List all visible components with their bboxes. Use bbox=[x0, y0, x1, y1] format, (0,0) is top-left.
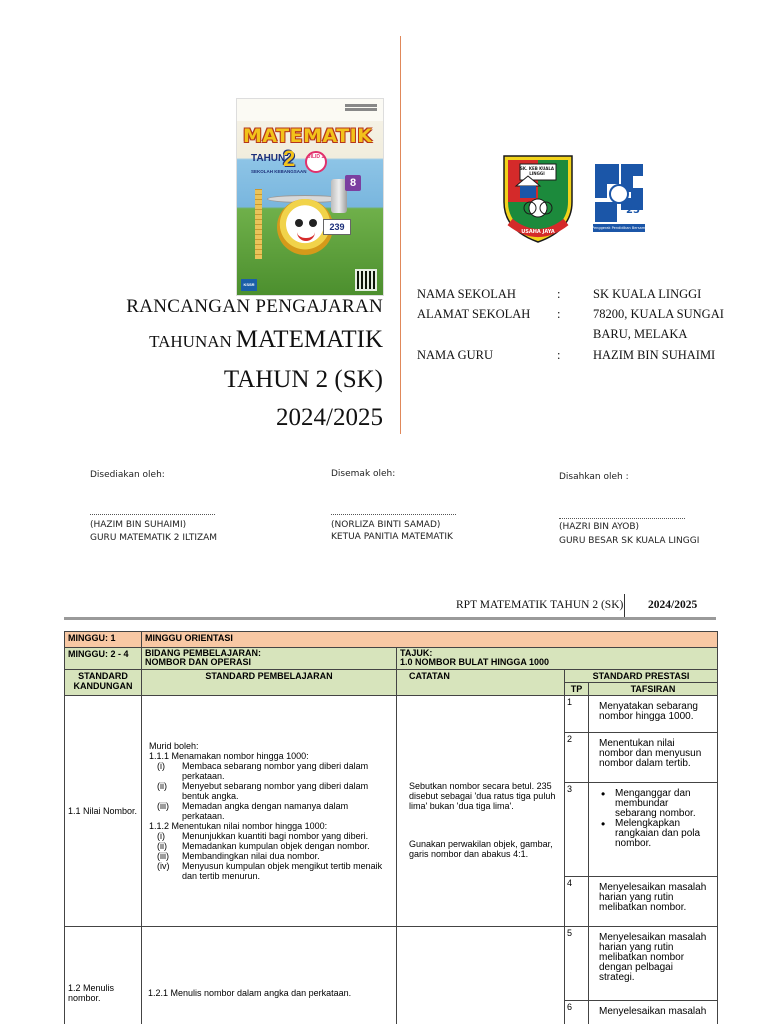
sp-intro: Murid boleh: bbox=[149, 740, 199, 751]
cell-sp-1-1 bbox=[142, 696, 397, 927]
page-header-separator bbox=[624, 594, 625, 618]
info-colon: : bbox=[557, 287, 561, 301]
cell-sk-1-1: 1.1 Nilai Nombor. bbox=[65, 696, 142, 927]
info-colon: : bbox=[557, 307, 561, 321]
kssr-badge: KSSR bbox=[241, 279, 257, 291]
list-item: (i) Menunjukkan kuantiti bagi nombor yang diberi. bbox=[157, 830, 369, 841]
tp-number: 2 bbox=[565, 733, 589, 783]
vertical-divider bbox=[400, 36, 401, 434]
header-tp: TP bbox=[565, 683, 589, 696]
table-row-orientation bbox=[65, 632, 718, 648]
textbook-cover-image bbox=[236, 98, 384, 296]
info-value-address: 78200, KUALA SUNGAI bbox=[593, 307, 724, 321]
signature-line bbox=[559, 518, 685, 519]
sig-checked-name: (NORLIZA BINTI SAMAD) bbox=[331, 520, 441, 530]
sig-checked-heading: Disemak oleh: bbox=[331, 469, 396, 479]
tp-description: Menyelesaikan masalah bbox=[589, 1001, 718, 1024]
table-row bbox=[65, 696, 718, 733]
sp-1-1-1-list bbox=[145, 761, 393, 821]
cell-sk-1-2: 1.2 Menulis nombor. bbox=[65, 927, 142, 1024]
list-item: (iv) Menyusun kumpulan objek mengikut tertib menaik dan tertib menurun. bbox=[157, 860, 383, 881]
sig-prepared-name: (HAZIM BIN SUHAIMI) bbox=[90, 520, 187, 530]
bidang-label: BIDANG PEMBELAJARAN: bbox=[145, 648, 262, 658]
crest-top-text: SK. KEB KUALA LINGGI bbox=[519, 166, 555, 176]
info-label-teacher: NAMA GURU bbox=[417, 348, 494, 362]
catatan-note-2: Gunakan perwakilan objek, gambar, garis nombor dan abakus 4:1. bbox=[409, 839, 553, 859]
list-item: (iii) Memadan angka dengan namanya dalam perkataan. bbox=[157, 800, 349, 821]
sig-prepared-heading: Disediakan oleh: bbox=[90, 470, 165, 480]
cell-bidang bbox=[142, 648, 397, 670]
sp-1-1-2-list bbox=[145, 831, 393, 881]
sig-approved-role: GURU BESAR SK KUALA LINGGI bbox=[559, 536, 700, 546]
ministry-logo-icon bbox=[345, 104, 377, 114]
tp-description: Menyelesaikan masalah harian yang rutin melibatkan nombor dengan pelbagai strategi. bbox=[589, 927, 718, 1001]
logo25-number: 25 bbox=[626, 205, 640, 216]
tajuk-label: TAJUK: bbox=[400, 648, 433, 658]
tp-number: 6 bbox=[565, 1001, 589, 1024]
bidang-value: NOMBOR DAN OPERASI bbox=[145, 657, 252, 667]
doc-title-line3: TAHUN 2 (SK) bbox=[223, 366, 383, 393]
sp-1-1-2: 1.1.2 Menentukan nilai nombor hingga 1000: bbox=[149, 820, 328, 831]
tp-description: Menyelesaikan masalah harian yang rutin melibatkan nombor. bbox=[589, 877, 718, 927]
sig-checked-role: KETUA PANITIA MATEMATIK bbox=[331, 532, 453, 542]
tp-number: 1 bbox=[565, 696, 589, 733]
page-header-year: 2024/2025 bbox=[648, 599, 698, 611]
catatan-note-1: Sebutkan nombor secara betul. 235 disebut sebagai 'dua ratus tiga puluh lima' bukan 'dua tiga lima'. bbox=[409, 781, 556, 811]
cell-catatan-1-2 bbox=[397, 927, 565, 1024]
header-standard-pembelajaran: STANDARD PEMBELAJARAN bbox=[142, 670, 397, 696]
cell-tajuk bbox=[397, 648, 718, 670]
sig-approved-heading: Disahkan oleh : bbox=[559, 472, 629, 482]
cover-number: 2 bbox=[283, 146, 296, 171]
logo25-caption: Penggerak Pendidikan Bersama bbox=[592, 226, 648, 230]
cover-number-card: 239 bbox=[323, 219, 351, 235]
doc-title-year: 2024/2025 bbox=[276, 404, 383, 431]
list-item: (iii) Membandingkan nilai dua nombor. bbox=[157, 850, 320, 861]
list-item: • Melengkapkan rangkaian dan pola nombor. bbox=[601, 819, 711, 849]
crest-motto: USAHA JAYA bbox=[521, 229, 555, 235]
table-row bbox=[65, 927, 718, 1001]
signature-line bbox=[90, 514, 215, 515]
cover-jilid-badge: JILID 1 bbox=[305, 151, 327, 173]
qr-code-icon bbox=[355, 269, 377, 291]
cover-tahun: TAHUN bbox=[251, 153, 286, 164]
info-label-address: ALAMAT SEKOLAH bbox=[417, 307, 531, 321]
info-label-school: NAMA SEKOLAH bbox=[417, 287, 516, 301]
info-value-address-line2: BARU, MELAKA bbox=[593, 327, 688, 341]
cell-minggu-2-4: MINGGU: 2 - 4 bbox=[65, 648, 142, 670]
list-item: (ii) Memadankan kumpulan objek dengan nombor. bbox=[157, 840, 370, 851]
tp3-bullets bbox=[601, 789, 711, 849]
cover-title: MATEMATIK bbox=[243, 125, 373, 147]
signature-line bbox=[331, 514, 456, 515]
doc-title-line1: RANCANGAN PENGAJARAN bbox=[126, 296, 383, 317]
scale-eye-icon bbox=[295, 219, 303, 227]
doc-title-line2 bbox=[149, 326, 383, 354]
info-value-teacher: HAZIM BIN SUHAIMI bbox=[593, 348, 716, 362]
table-row-topic bbox=[65, 648, 718, 670]
tp-description: Menyatakan sebarang nombor hingga 1000. bbox=[589, 696, 718, 733]
doc-title-subject: MATEMATIK bbox=[235, 326, 383, 353]
header-tafsiran: TAFSIRAN bbox=[589, 683, 718, 696]
list-item: (i) Membaca sebarang nombor yang diberi dalam perkataan. bbox=[157, 760, 369, 781]
cell-sp-1-2: 1.2.1 Menulis nombor dalam angka dan perkataan. bbox=[142, 927, 397, 1024]
info-value-school: SK KUALA LINGGI bbox=[593, 287, 702, 301]
table-header-row bbox=[65, 670, 718, 683]
sp-1-1-1: 1.1.1 Menamakan nombor hingga 1000: bbox=[149, 750, 309, 761]
rpt-table bbox=[64, 631, 718, 1024]
cover-school-type: SEKOLAH KEBANGSAAN bbox=[251, 169, 307, 174]
scale-eye-icon bbox=[309, 219, 317, 227]
page-header-title: RPT MATEMATIK TAHUN 2 (SK) bbox=[456, 599, 624, 611]
tp-number: 4 bbox=[565, 877, 589, 927]
sig-approved-name: (HAZRI BIN AYOB) bbox=[559, 522, 640, 532]
tajuk-value: 1.0 NOMBOR BULAT HINGGA 1000 bbox=[400, 657, 550, 667]
ruler-icon bbox=[255, 189, 262, 259]
tp-description: Menentukan nilai nombor dan menyusun nombor dalam tertib. bbox=[589, 733, 718, 783]
cover-number-tag: 8 bbox=[345, 175, 361, 191]
header-standard-kandungan: STANDARD KANDUNGAN bbox=[65, 670, 142, 696]
list-item: • Menganggar dan membundar sebarang nombor. bbox=[601, 789, 711, 819]
page-header-rule bbox=[64, 617, 716, 620]
doc-title-tahunan: TAHUNAN bbox=[149, 332, 232, 351]
cell-catatan-1-1 bbox=[397, 696, 565, 927]
info-colon: : bbox=[557, 348, 561, 362]
tp-number: 3 bbox=[565, 783, 589, 877]
header-standard-prestasi: STANDARD PRESTASI bbox=[565, 670, 718, 683]
sig-prepared-role: GURU MATEMATIK 2 ILTIZAM bbox=[90, 533, 218, 543]
header-catatan: CATATAN bbox=[397, 670, 565, 696]
list-item: (ii) Menyebut sebarang nombor yang diberi dalam bentuk angka. bbox=[157, 780, 369, 801]
tp-number: 5 bbox=[565, 927, 589, 1001]
cell-orientation: MINGGU ORIENTASI bbox=[142, 632, 718, 648]
anniversary-logo-icon bbox=[589, 158, 649, 236]
tp-description bbox=[589, 783, 718, 877]
cell-minggu-1: MINGGU: 1 bbox=[65, 632, 142, 648]
